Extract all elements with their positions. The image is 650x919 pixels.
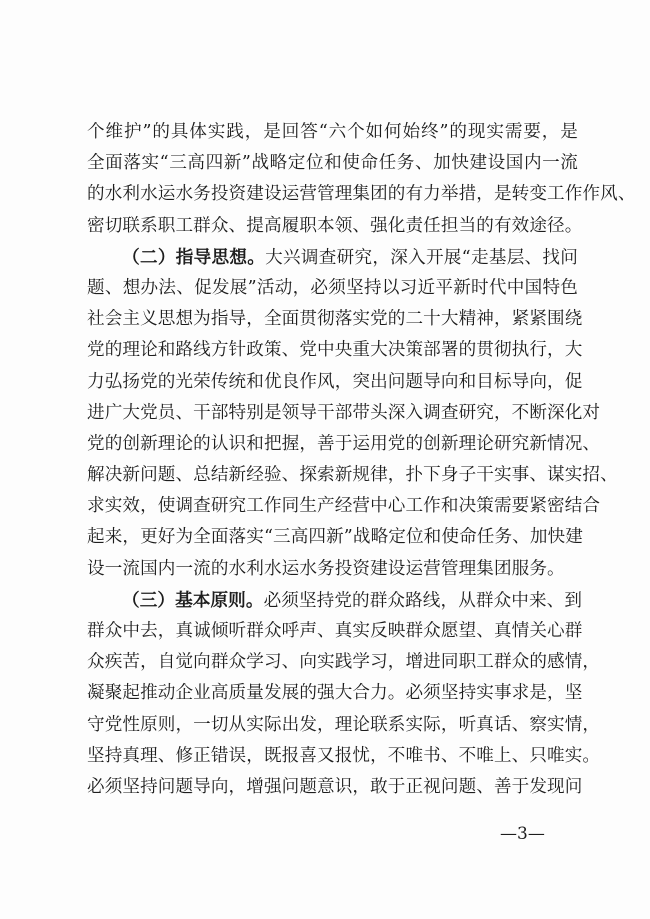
paragraph-3-first-line — [87, 585, 583, 616]
paragraph-1-line: 密切联系职工群众、提高履职本领、强化责任担当的有效途径。 — [87, 215, 583, 236]
paragraph-2-line: 起来，更好为全面落实“三高四新”战略定位和使命任务、加快建 — [87, 527, 583, 548]
paragraph-2-line: 求实效，使调查研究工作同生产经营中心工作和决策需要紧密结合 — [87, 496, 601, 517]
document-body — [87, 117, 636, 803]
paragraph-1-line: 的水利水运水务投资建设运营管理集团的有力举措，是转变工作作风、 — [87, 184, 636, 205]
paragraph-2-line: 社会主义思想为指导，全面贯彻落实党的二十大精神，紧紧围绕 — [87, 309, 583, 330]
paragraph-2-line: 党的理论和路线方针政策、党中央重大决策部署的贯彻执行，大 — [87, 340, 583, 361]
paragraph-3-first-line-text: 必须坚持党的群众路线，从群众中来、到 — [263, 590, 583, 611]
paragraph-2-line: 党的创新理论的认识和把握，善于运用党的创新理论研究新情况、 — [87, 433, 601, 454]
section-heading-guiding-ideology: （二）指导思想。 — [122, 246, 266, 268]
paragraph-2-line: 题、想办法、促发展”活动，必须坚持以习近平新时代中国特色 — [87, 277, 578, 298]
paragraph-2-line: 设一流国内一流的水利水运水务投资建设运营管理集团服务。 — [87, 558, 565, 579]
paragraph-2-line: 进广大党员、干部特别是领导干部带头深入调查研究，不断深化对 — [87, 402, 601, 423]
paragraph-2-line: 力弘扬党的光荣传统和优良作风，突出问题导向和目标导向，促 — [87, 371, 583, 392]
paragraph-1-line: 全面落实“三高四新”战略定位和使命任务、加快建设国内一流 — [87, 153, 578, 174]
paragraph-3-line: 坚持真理、修正错误，既报喜又报忧，不唯书、不唯上、只唯实。 — [87, 745, 601, 766]
paragraph-3-line: 必须坚持问题导向，增强问题意识，敢于正视问题、善于发现问 — [87, 776, 583, 797]
paragraph-2-line: 解决新问题、总结新经验、探索新规律，扑下身子干实事、谋实招、 — [87, 465, 618, 486]
paragraph-3-line: 凝聚起推动企业高质量发展的强大合力。必须坚持实事求是，坚 — [87, 683, 583, 704]
paragraph-3-line: 群众中去，真诚倾听群众呼声、真实反映群众愿望、真情关心群 — [87, 621, 583, 641]
paragraph-1-line: 个维护”的具体实践，是回答“六个如何始终”的现实需要，是 — [87, 122, 578, 142]
paragraph-3-line: 众疾苦，自觉向群众学习、向实践学习，增进同职工群众的感情， — [87, 652, 601, 673]
paragraph-2-first-line — [87, 242, 578, 273]
page-number: —3— — [500, 824, 545, 844]
section-heading-basic-principles: （三）基本原则。 — [122, 589, 264, 611]
paragraph-3-line: 守党性原则，一切从实际出发，理论联系实际，听真话、察实情， — [87, 714, 601, 735]
paragraph-2-first-line-text: 大兴调查研究，深入开展“走基层、找问 — [265, 247, 578, 268]
